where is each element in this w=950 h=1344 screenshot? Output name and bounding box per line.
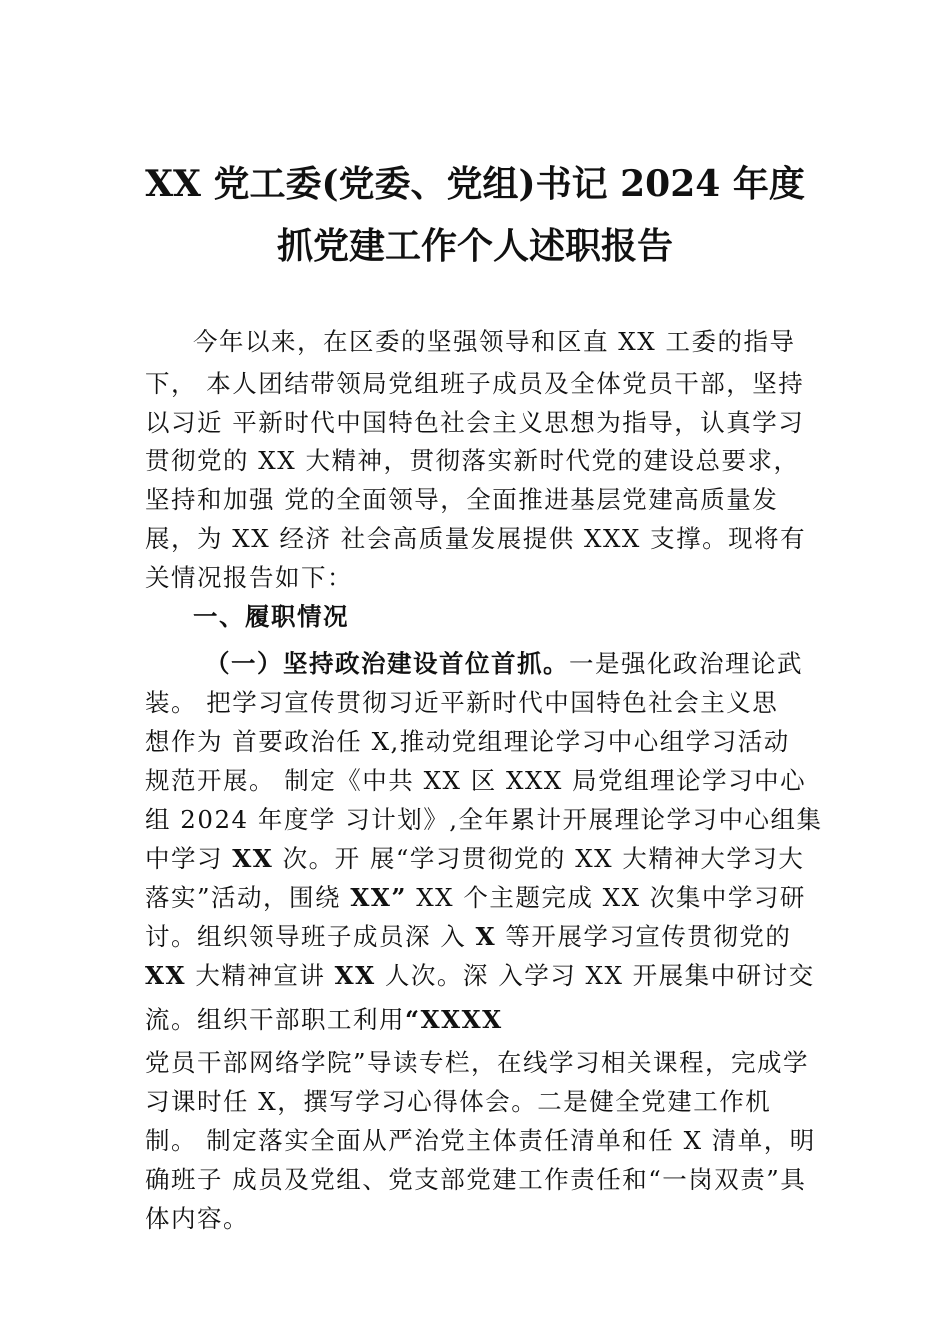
para1-line-13: 制。 制定落实全面从严治党主体责任清单和任 X 清单，明 — [145, 1126, 816, 1155]
para1-line-8-bold: X — [475, 922, 497, 951]
para1-line-10 — [145, 1003, 825, 1037]
document-title-line-2: 抓党建工作个人述职报告 — [276, 225, 673, 267]
para1-line-8 — [145, 920, 825, 954]
intro-line-3: 以习近 平新时代中国特色社会主义思想为指导，认真学习 — [145, 408, 805, 437]
para1-line-5: 组 2024 年度学 习计划》,全年累计开展理论学习中心组集 — [145, 805, 823, 834]
subsection-heading: （一）坚持政治建设首位首抓。 — [205, 649, 569, 678]
para1-line-14: 确班子 成员及党组、党支部党建工作责任和“一岗双责”具 — [145, 1165, 807, 1194]
para1-line-1-text: 一是强化政治理论武 — [569, 649, 803, 678]
para1-line-8-a: 讨。组织领导班子成员深 入 — [145, 922, 476, 951]
intro-line-5: 坚持和加强 党的全面领导，全面推进基层党建高质量发 — [145, 485, 779, 514]
para1-line-8-c: 等开展学习宣传贯彻党的 — [496, 922, 792, 951]
para1-line-2: 装。 把学习宣传贯彻习近平新时代中国特色社会主义思 — [145, 688, 779, 717]
para1-line-6-a: 中学习 — [145, 844, 233, 873]
para1-line-9 — [145, 959, 825, 993]
para1-line-6-bold: XX — [232, 844, 274, 873]
para1-line-3: 想作为 首要政治任 X,推动党组理论学习中心组学习活动 — [145, 727, 790, 756]
intro-line-2: 下， 本人团结带领局党组班子成员及全体党员干部，坚持 — [145, 369, 805, 398]
para1-line-11: 党员干部网络学院”导读专栏，在线学习相关课程，完成学 — [145, 1048, 810, 1077]
intro-line-4: 贯彻党的 XX 大精神，贯彻落实新时代党的建设总要求， — [145, 446, 800, 475]
para1-line-6-c: 次。开 展“学习贯彻党的 XX 大精神大学习大 — [273, 844, 805, 873]
para1-line-7 — [145, 881, 825, 915]
para1-line-10-bold: “XXXX — [405, 1005, 503, 1034]
section-heading: 一、履职情况 — [193, 602, 349, 631]
para1-line-9-bold-1: XX — [145, 961, 187, 990]
para1-line-7-a: 落实”活动，围绕 — [145, 883, 351, 912]
para1-line-9-d: 人次。深 入学习 XX 开展集中研讨交 — [375, 961, 815, 990]
para1-line-10-a: 流。组织干部职工利用 — [145, 1005, 405, 1034]
document-title-line-1: XX 党工委(党委、党组)书记 2024 年度 — [145, 163, 805, 205]
para1-line-9-bold-2: XX — [334, 961, 376, 990]
para1-line-7-c: XX 个主题完成 XX 次集中学习研 — [406, 883, 806, 912]
para1-line-7-bold: XX” — [350, 883, 407, 912]
intro-line-7: 关情况报告如下： — [145, 563, 353, 592]
para1-line-4: 规范开展。 制定《中共 XX 区 XXX 局党组理论学习中心 — [145, 766, 807, 795]
para1-line-1 — [205, 647, 825, 681]
para1-line-9-b: 大精神宣讲 — [186, 961, 335, 990]
intro-line-6: 展，为 XX 经济 社会高质量发展提供 XXX 支撑。现将有 — [145, 524, 807, 553]
intro-line-1: 今年以来，在区委的坚强领导和区直 XX 工委的指导 — [193, 327, 796, 356]
para1-line-12: 习课时任 X，撰写学习心得体会。二是健全党建工作机 — [145, 1087, 772, 1116]
para1-line-15: 体内容。 — [145, 1204, 249, 1233]
para1-line-6 — [145, 842, 825, 876]
